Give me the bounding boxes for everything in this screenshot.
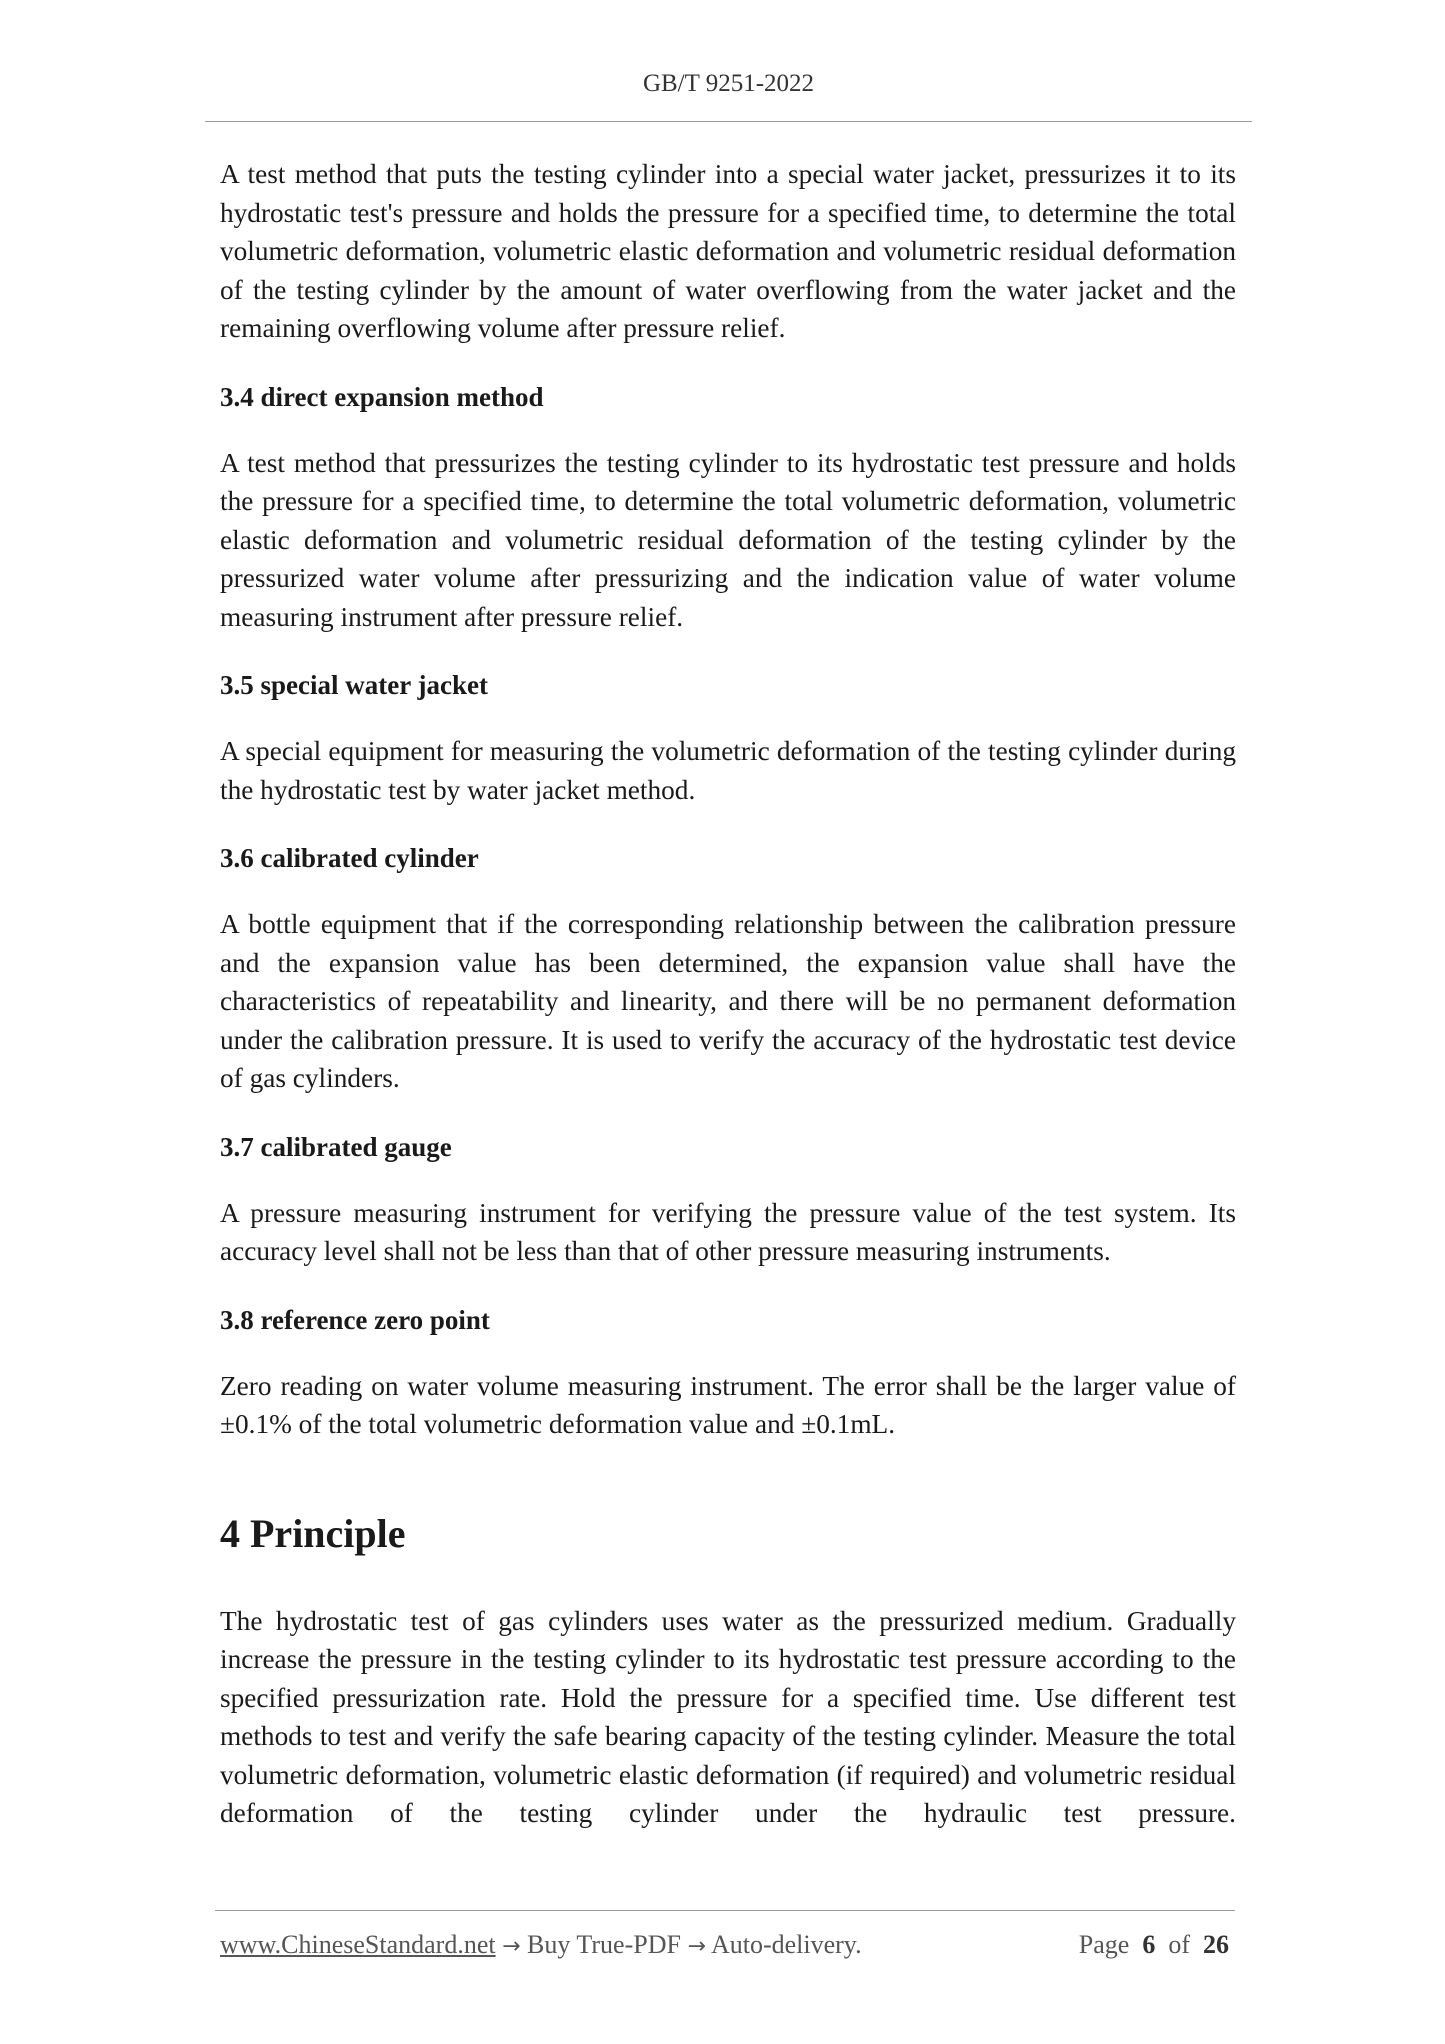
arrow-right-icon: → bbox=[502, 1934, 521, 1959]
footer-divider bbox=[215, 1910, 1235, 1911]
site-link[interactable]: www.ChineseStandard.net bbox=[220, 1930, 496, 1959]
page-header: GB/T 9251-2022 bbox=[642, 70, 815, 97]
section-3-4-body: A test method that pressurizes the testing cylinder to its hydrostatic test pressure and holds the pressure for a specified time, to determine the total volumetric deformation, volumetric elastic deformation and volumetric residual deformation of the testing cylinder by the pressurized water volume after pressurizing and the indication value of water volume measuring instrument after pressure relief. bbox=[220, 447, 1236, 632]
page-footer bbox=[220, 1930, 1235, 1960]
arrow-right-icon: → bbox=[687, 1934, 706, 1959]
section-3-8-body: Zero reading on water volume measuring instrument. The error shall be the larger value of ±0.1% of the total volumetric deformation value and ±0.1mL. bbox=[220, 1370, 1236, 1439]
page-of-label: of bbox=[1168, 1930, 1190, 1959]
principle-heading: 4 Principle bbox=[220, 1510, 406, 1556]
intro-paragraph: A test method that puts the testing cylinder into a special water jacket, pressurizes it to its hydrostatic test's pressure and holds the pressure for a specified time, to determine the total volumetric deformation, volumetric elastic deformation and volumetric residual deformation of the testing cylinder by the amount of water overflowing from the water jacket and the remaining overflowing volume after pressure relief. bbox=[220, 159, 1236, 343]
section-3-5-body: A special equipment for measuring the volumetric deformation of the testing cylinder during the hydrostatic test by water jacket method. bbox=[220, 736, 1236, 805]
section-3-4-heading: 3.4 direct expansion method bbox=[220, 381, 544, 412]
section-3-7-body: A pressure measuring instrument for verifying the pressure value of the test system. Its accuracy level shall not be less than that of other pressure measuring instruments. bbox=[220, 1197, 1236, 1266]
page-label: Page bbox=[1078, 1930, 1130, 1959]
page-indicator bbox=[1079, 1930, 1229, 1960]
page-total: 26 bbox=[1203, 1930, 1229, 1959]
document-body bbox=[220, 155, 1236, 1833]
auto-delivery-text: Auto-delivery. bbox=[710, 1930, 862, 1959]
section-3-6-heading: 3.6 calibrated cylinder bbox=[220, 843, 479, 873]
section-3-7-heading: 3.7 calibrated gauge bbox=[220, 1131, 452, 1162]
section-3-6-body: A bottle equipment that if the corresponding relationship between the calibration pressure and the expansion value has been determined, the expansion value shall have the characteristics of repeatability and linearity, and there will be no permanent deformation under the calibration pressure. It is used to verify the accuracy of the hydrostatic test device of gas cylinders. bbox=[220, 909, 1236, 1093]
principle-body: The hydrostatic test of gas cylinders uses water as the pressurized medium. Gradually increase the pressure in the testing cylinder to its hydrostatic test pressure according to the specified pressurization rate. Hold the pressure for a specified time. Use different test methods to test and verify the safe bearing capacity of the testing cylinder. Measure the total volumetric deformation, volumetric elastic deformation (if required) and volumetric residual deformation of the testing cylinder under the hydraulic test pressure. bbox=[220, 1605, 1236, 1828]
page-current: 6 bbox=[1142, 1930, 1156, 1959]
buy-pdf-text: Buy True-PDF bbox=[527, 1930, 681, 1959]
header-divider bbox=[205, 121, 1252, 122]
section-3-5-heading: 3.5 special water jacket bbox=[220, 670, 488, 700]
section-3-8-heading: 3.8 reference zero point bbox=[220, 1304, 490, 1335]
